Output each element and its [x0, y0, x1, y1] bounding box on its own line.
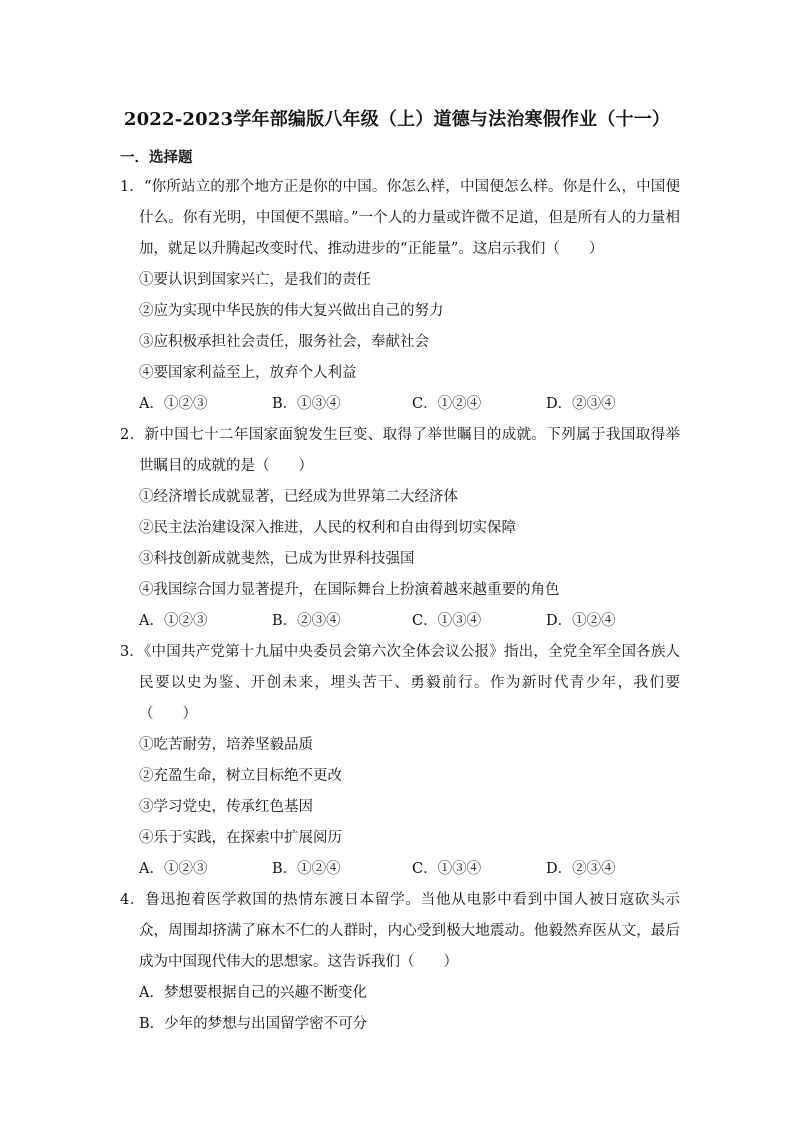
statement-item: ③科技创新成就斐然，已成为世界科技强国 [139, 551, 415, 567]
option-b[interactable]: B．①③④ [272, 396, 341, 412]
question-list [120, 172, 680, 1040]
question-2 [120, 420, 680, 637]
question-number: 3． [120, 644, 145, 660]
answer-options [120, 606, 680, 637]
question-stem [120, 172, 680, 265]
option-a[interactable]: A．①②③ [139, 396, 208, 412]
statement-item: ④要国家利益至上，放弃个人利益 [139, 365, 357, 381]
answer-options [120, 854, 680, 885]
question-1 [120, 172, 680, 420]
statement-item: ①吃苦耐劳，培养坚毅品质 [139, 737, 313, 753]
statement-item: ②应为实现中华民族的伟大复兴做出自己的努力 [139, 303, 444, 319]
section-heading: 一．选择题 [120, 149, 193, 166]
option-b[interactable]: B．少年的梦想与出国留学密不可分 [139, 1016, 368, 1032]
option-b[interactable]: B．②③④ [272, 613, 341, 629]
option-d[interactable]: D．②③④ [546, 861, 616, 877]
option-c[interactable]: C．①③④ [412, 613, 482, 629]
question-stem [120, 637, 680, 730]
option-a[interactable]: A．梦想要根据自己的兴趣不断变化 [139, 985, 367, 1001]
option-d[interactable]: D．①②④ [546, 613, 616, 629]
statement-item: ①要认识到国家兴亡，是我们的责任 [139, 272, 371, 288]
statement-item: ④乐于实践，在探索中扩展阅历 [139, 830, 342, 846]
question-3 [120, 637, 680, 885]
page-title: 2022-2023学年部编版八年级（上）道德与法治寒假作业（十一） [123, 109, 671, 130]
option-c[interactable]: C．①②④ [412, 396, 482, 412]
question-number: 4． [120, 892, 146, 908]
statement-item: ③学习党史，传承红色基因 [139, 799, 313, 815]
question-4 [120, 885, 680, 1040]
answer-options [120, 389, 680, 420]
question-stem [120, 885, 680, 978]
question-text: 鲁迅抱着医学救国的热情东渡日本留学。当他从电影中看到中国人被日寇砍头示众，周围却挤满了麻木不仁的人群时，内心受到极大地震动。他毅然弃医从文，最后成为中国现代伟大的思想家。这告诉我们（ ） [139, 892, 680, 970]
option-b[interactable]: B．①②④ [272, 861, 341, 877]
statement-item: ②充盈生命，树立目标绝不更改 [139, 768, 342, 784]
answer-options [120, 978, 680, 1040]
statement-list [120, 482, 680, 606]
statement-list [120, 730, 680, 854]
statement-list [120, 265, 680, 389]
statement-item: ②民主法治建设深入推进，人民的权利和自由得到切实保障 [139, 520, 516, 536]
statement-item: ①经济增长成就显著，已经成为世界第二大经济体 [139, 489, 458, 505]
statement-item: ④我国综合国力显著提升，在国际舞台上扮演着越来越重要的角色 [139, 582, 560, 598]
question-number: 2． [120, 427, 145, 443]
option-a[interactable]: A．①②③ [139, 613, 208, 629]
option-d[interactable]: D．②③④ [546, 396, 616, 412]
question-stem [120, 420, 680, 482]
option-a[interactable]: A．①②③ [139, 861, 208, 877]
option-c[interactable]: C．①③④ [412, 861, 482, 877]
statement-item: ③应积极承担社会责任，服务社会，奉献社会 [139, 334, 429, 350]
question-text: “你所站立的那个地方正是你的中国。你怎么样，中国便怎么样。你是什么，中国便什么。你有光明，中国便不黑暗。”一个人的力量或许微不足道，但是所有人的力量相加，就足以升腾起改变时代、推动进步的“正能量”。这启示我们（ ） [139, 179, 680, 257]
question-number: 1． [120, 179, 145, 195]
question-text: 《中国共产党第十九届中央委员会第六次全体会议公报》指出，全党全军全国各族人民要以史为鉴、开创未来，埋头苦干、勇毅前行。作为新时代青少年，我们要（ ） [139, 644, 681, 722]
question-text: 新中国七十二年国家面貌发生巨变、取得了举世瞩目的成就。下列属于我国取得举世瞩目的成就的是（ ） [139, 427, 680, 474]
